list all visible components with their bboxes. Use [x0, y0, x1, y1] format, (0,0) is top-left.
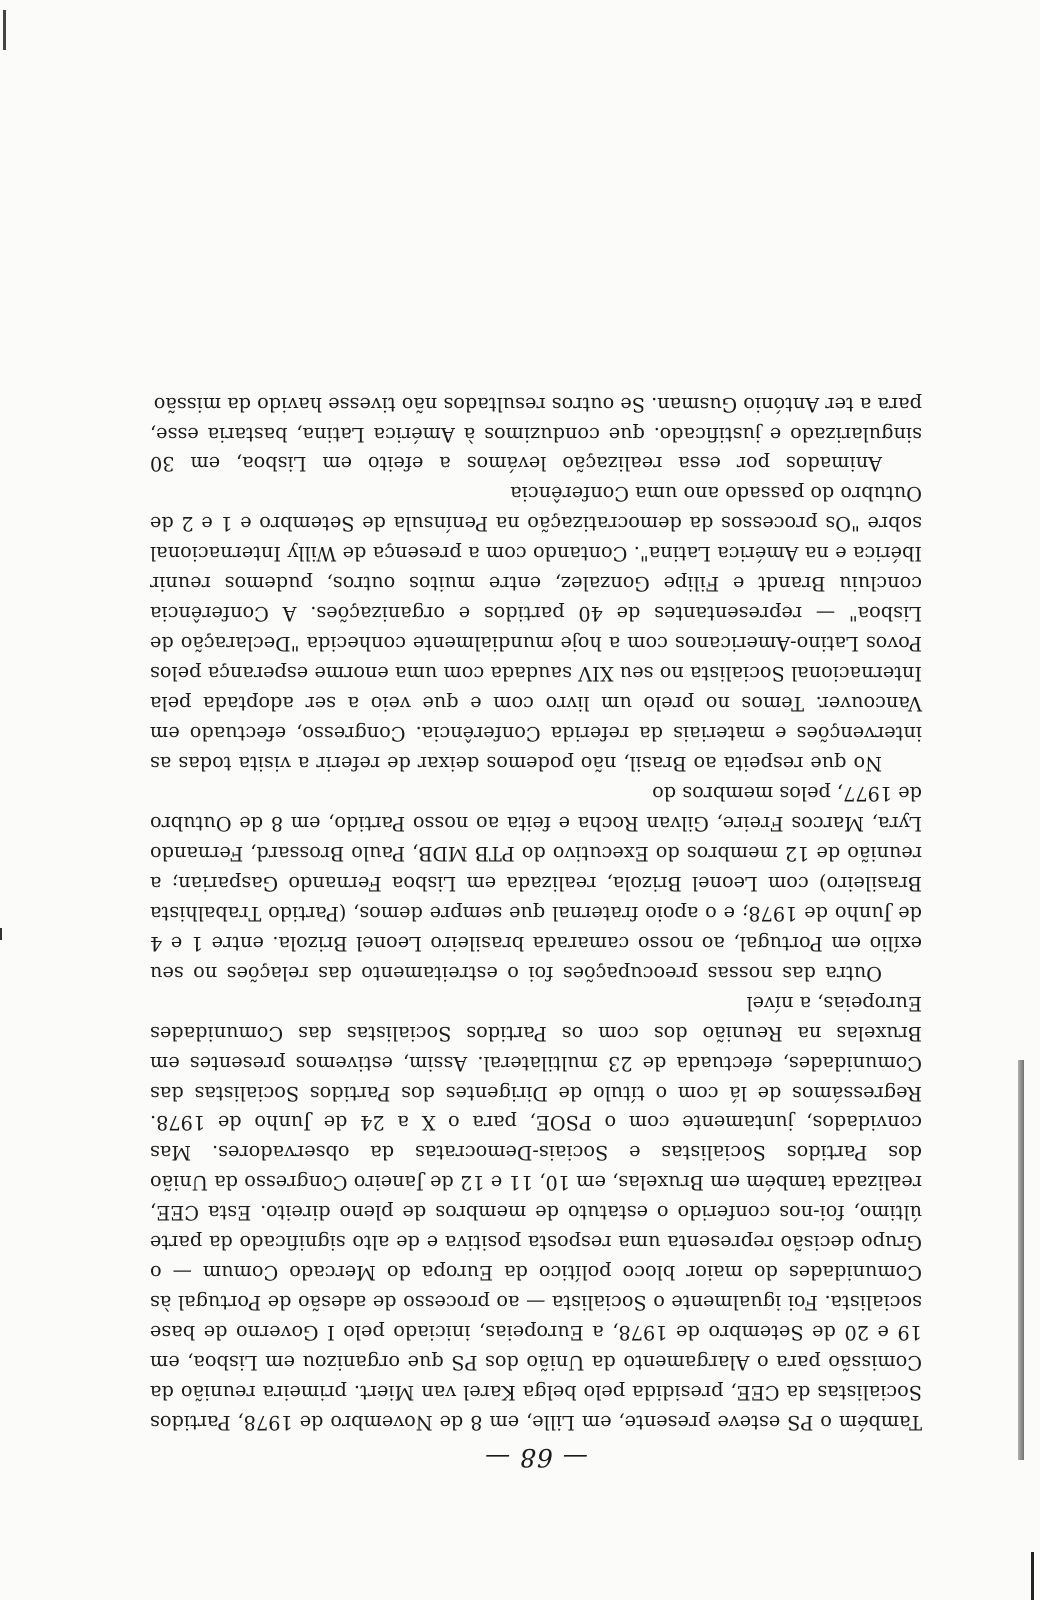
paragraph: No que respeita ao Brasil, não podemos deixar de referir a visita todas as intervenções e materiais da referida Conferência. Congresso, efectuado em Vancouver. Temos no prelo um livro com e que veio a ser adoptada pela Internacional Socialista no seu XIV saudada com uma enorme esperança pelos Povos Latino-Americanos com a hoje mundialmente conhecida "Declaração de Lisboa" — representantes de 40 partidos e organizações. A Conferência concluiu Brandt e Filipe Gonzalez, entre muitos outros, pudemos reunir Ibérica e na América Latina". Contando com a presença de Willy Internacional sobre "Os processos da democratização na Península de Setembro e 1 e 2 de Outubro do passado ano uma Conferência: [150, 482, 922, 776]
paragraph: Também o PS esteve presente, em Lille, em 8 de Novembro de 1978, Partidos Socialistas da CEE, presidida pelo belga Karel van Miert. primeira reunião da Comissão para o Alargamento da União dos PS que organizou em Lisboa, em 19 e 20 de Setembro de 1978, a Europeias, iniciado pelo I Governo de base socialista. Foi igualmente o Socialista — ao processo de adesão de Portugal às Comunidades do maior bloco político da Europa do Mercado Comum — o Grupo decisão representa uma resposta positiva e de alto significado da parte último, foi-nos conferido o estatuto de membros de pleno direito. Esta CEE, realizada também em Bruxelas, em 10, 11 e 12 de Janeiro Congresso da União dos Partidos Socialistas e Sociais-Democratas da observadores. Mas convidados, juntamente com o PSOE, para o X a 24 de Junho de 1978. Regressámos de lá com o título de Dirigentes dos Partidos Socialistas das Comunidades, efectuada de 23 multilateral. Assim, estivemos presentes em Bruxelas na Reunião dos com os Partidos Socialistas das Comunidades Europeias, a nível: [150, 991, 922, 1434]
page-text: [150, 389, 922, 1437]
paragraph: Animados por essa realização levámos a efeito em Lisboa, em 30 singularizado e justificado. que conduzimos à América Latina, bastaria esse, para a ter António Gusman. Se outros resultados não tivesse havido da missão: [150, 392, 922, 476]
page-edge-mark: [3, 10, 6, 50]
page-body: [150, 389, 922, 1472]
scan-speck: [0, 928, 2, 940]
binding-shadow: [1018, 1060, 1024, 1460]
page-number: — 68 —: [484, 1443, 588, 1472]
binding-shadow-top: [1031, 1552, 1034, 1600]
paragraph: Outra das nossas preocupações foi o estreitamento das relações no seu exílio em Portugal, ao nosso camarada brasileiro Leonel Brizola. entre 1 e 4 de Junho de 1978; e o apoio fraternal que sempre demos, (Partido Trabalhista Brasileiro) com Leonel Brizola, realizada em Lisboa Fernando Gasparian; a reunião de 12 membros do Executivo do PTB MDB, Paulo Brossard, Fernando Lyra, Marcos Freire, Gilvan Rocha e feita ao nosso Partido, em 8 de Outubro de 1977, pelos membros do: [150, 781, 922, 985]
